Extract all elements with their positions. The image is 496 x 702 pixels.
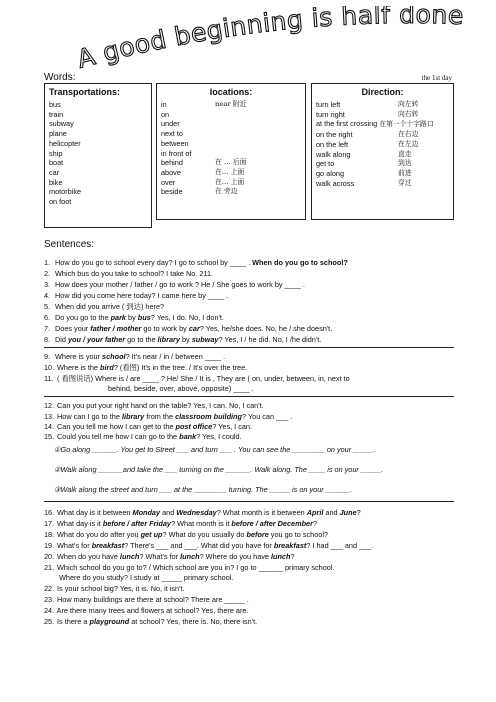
transportations-header: Transportations:	[49, 87, 121, 97]
worksheet-title	[70, 6, 470, 76]
sentence-18: 18. What do you do after you get up? What do you usually do before you go to school?	[44, 530, 328, 539]
direction-pattern-3: ③Walk along the street and turn ___ at the ________ turning. The _____ is on your ______.	[54, 485, 353, 494]
transport-item: car	[49, 167, 60, 177]
sentence-25: 25. Is there a playground at school? Yes, there is. No, there isn't.	[44, 617, 258, 626]
location-item: behind 在 … 后面	[161, 158, 247, 168]
words-label: Words:	[44, 72, 76, 83]
location-item: above 在… 上面	[161, 167, 245, 177]
location-item: in near 附近	[161, 100, 247, 109]
direction-box	[311, 83, 454, 220]
sentence-17: 17. What day is it before / after Friday? What month is it before / after December?	[44, 519, 317, 528]
location-item: between	[161, 138, 189, 148]
divider	[44, 396, 454, 397]
direction-header: Direction:	[361, 87, 404, 97]
title-text: A good beginning is half done	[74, 6, 465, 74]
sentence-23: 23. How many buildings are there at school? There are _____ .	[44, 595, 249, 604]
sentence-14: 14. Can you tell me how I can get to the post office? Yes, I can.	[44, 422, 253, 431]
transport-item: motorbike	[49, 187, 82, 197]
sentence-10: 10. Where is the bird? (看图) It's in the tree. / It's over the tree.	[44, 363, 248, 372]
direction-pattern-2: ②Walk along ______and take the ___ turning on the ______. Walk along. The ____ is on your _____.	[54, 465, 384, 474]
sentence-9: 9. Where is your school? It's near / in / between ____ .	[44, 352, 226, 361]
sentences-label: Sentences:	[44, 239, 95, 250]
sentence-16: 16. What day is it between Monday and Wednesday? What month is it between April and June?	[44, 508, 361, 517]
direction-pattern-1: ①Go along ______. You get to Street ___ and turn ___ . You can see the ________ on your _____.	[54, 445, 376, 454]
transport-item: bike	[49, 177, 63, 187]
transport-item: subway	[49, 119, 74, 129]
divider	[44, 501, 454, 502]
location-item: beside 在 旁边	[161, 187, 238, 197]
sentence-8: 8. Did you / your father go to the library by subway? Yes, I / he did. No, I /he didn't.	[44, 335, 322, 344]
location-item: next to	[161, 129, 183, 139]
transport-item: ship	[49, 148, 63, 158]
transport-item: on foot	[49, 197, 72, 207]
direction-item: walk across 穿过	[316, 178, 412, 188]
svg-text:A good beginning is half done	[74, 6, 464, 74]
sentence-13: 13. How can I go to the library from the classroom building? You can ___ .	[44, 412, 293, 421]
location-item: in front of	[161, 148, 192, 158]
sentence-15: 15. Could you tell me how I can go to the bank? Yes, I could.	[44, 432, 242, 441]
title-art	[70, 6, 470, 76]
transport-item: bus	[49, 100, 61, 109]
sentence-4: 4. How did you come here today? I came here by ____ .	[44, 291, 229, 300]
transportations-box	[44, 83, 152, 228]
location-item: on	[161, 109, 170, 119]
transport-item: plane	[49, 129, 67, 139]
sentence-19: 19. What's for breakfast? There's ___ and ___. What did you have for breakfast? I had ___ and ___.	[44, 541, 374, 550]
sentence-11-cont: behind, beside, over, above, opposite) ____ .	[108, 384, 254, 393]
sentence-6: 6. Do you go to the park by bus? Yes, I do. No, I don't.	[44, 313, 224, 322]
transport-item: train	[49, 109, 64, 119]
sentence-12: 12. Can you put your right hand on the table? Yes, I can. No, I can't.	[44, 401, 264, 410]
locations-header: locations:	[209, 87, 253, 97]
sentence-20: 20. When do you have lunch? What's for lunch? Where do you have lunch?	[44, 552, 295, 561]
locations-box	[156, 83, 306, 220]
sentence-2: 2. Which bus do you take to school? I take No. 211.	[44, 269, 214, 278]
transport-item: boat	[49, 158, 64, 168]
sentence-5: 5. When did you arrive ( 到达) here?	[44, 302, 165, 311]
sentence-3: 3. How does your mother / father / go to work ? He / She goes to work by ____ .	[44, 280, 305, 289]
sentence-22: 22. Is your school big? Yes, it is. No, it isn't.	[44, 584, 185, 593]
transport-item: helicopter	[49, 138, 81, 148]
direction-item: get to 到达	[316, 159, 412, 169]
sentence-1: 1. How do you go to school every day? I go to school by ____ . When do you go to school?	[44, 258, 348, 267]
sentence-21: 21. Which school do you go to? / Which school are you in? I go to ______ primary school.	[44, 563, 335, 572]
direction-item: at the first crossing 在第一个十字路口	[316, 119, 434, 129]
direction-item: on the left 在左边	[316, 139, 419, 149]
location-item: over 在… 上面	[161, 177, 245, 187]
sentence-24: 24. Are there many trees and flowers at school? Yes, there are.	[44, 606, 249, 615]
sentence-11: 11. ( 看图说话) Where is / are ____ ? He/ She / It is , They are ( on, under, between, in, next to	[44, 374, 350, 383]
day-label: the 1st day	[421, 74, 452, 82]
sentence-7: 7. Does your father / mother go to work by car? Yes, he/she does. No, he / she doesn't.	[44, 324, 333, 333]
divider	[44, 347, 454, 348]
direction-item: turn left 向左转	[316, 100, 419, 109]
sentence-21-cont: Where do you study? I study at _____ primary school.	[59, 573, 234, 582]
direction-item: on the right 在右边	[316, 130, 419, 140]
location-item: under	[161, 119, 180, 129]
direction-item: walk along 直走	[316, 149, 412, 159]
direction-item: go along 前进	[316, 168, 412, 178]
direction-item: turn right 向右转	[316, 109, 419, 119]
